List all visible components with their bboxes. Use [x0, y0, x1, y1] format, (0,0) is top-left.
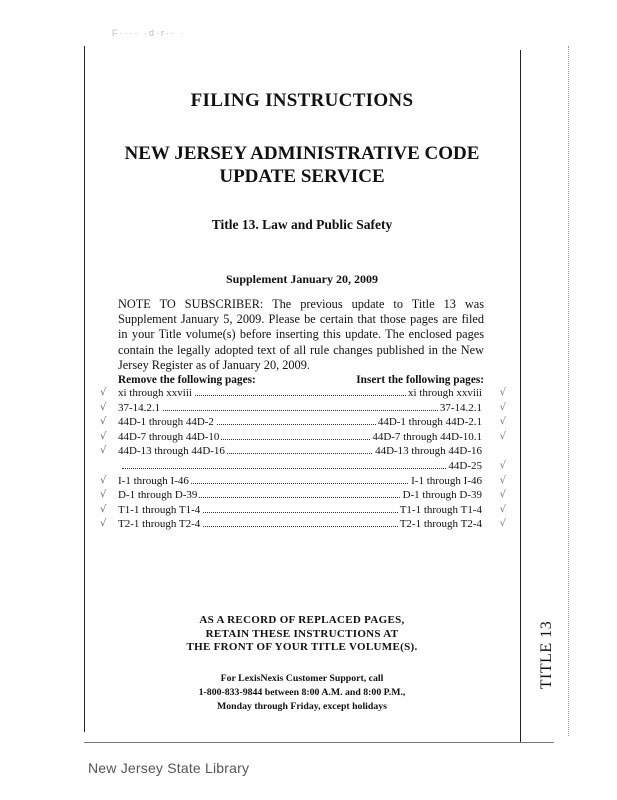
- table-row: [100, 503, 520, 518]
- insert-header: Insert the following pages:: [356, 374, 484, 386]
- table-row: [100, 488, 520, 503]
- record-line: THE FRONT OF YOUR TITLE VOLUME(S).: [186, 641, 418, 654]
- table-row: [100, 386, 520, 401]
- library-footer: New Jersey State Library: [88, 760, 250, 776]
- checkmark-icon: √: [100, 401, 107, 413]
- remove-pages: 44D-7 through 44D-10: [118, 430, 220, 443]
- table-row: [100, 401, 520, 416]
- insert-pages: T1-1 through T1-4: [399, 503, 482, 516]
- insert-pages: 44D-25: [448, 459, 482, 472]
- checkmark-icon: √: [100, 445, 107, 457]
- remove-header: Remove the following pages:: [118, 374, 256, 386]
- checkmark-icon: √: [499, 387, 506, 398]
- table-row: [100, 430, 520, 445]
- insert-pages: 44D-7 through 44D-10.1: [372, 430, 482, 443]
- checkmark-icon: √: [499, 459, 506, 471]
- checkmark-icon: √: [499, 430, 506, 442]
- checkmark-icon: √: [499, 518, 506, 530]
- insert-pages: I-1 through I-46: [411, 474, 482, 487]
- page-heading: FILING INSTRUCTIONS: [190, 90, 414, 111]
- table-row: [100, 474, 520, 489]
- remove-pages: 44D-1 through 44D-2: [118, 416, 214, 429]
- support-line: For LexisNexis Customer Support, call: [220, 673, 384, 684]
- checkmark-icon: √: [100, 387, 107, 398]
- page-replacement-list: [100, 386, 520, 532]
- table-row: [100, 459, 520, 474]
- title-side-tab: [530, 618, 564, 692]
- insert-pages: T2-1 through T2-4: [399, 518, 482, 531]
- table-row: [100, 415, 520, 430]
- header-scribble: F···· ·d·r·· ·: [112, 28, 186, 38]
- insert-pages: 37-14.2.1: [439, 401, 482, 414]
- code-title-line1: NEW JERSEY ADMINISTRATIVE CODE: [124, 143, 480, 164]
- remove-pages: 37-14.2.1: [118, 401, 161, 414]
- checkmark-icon: √: [499, 401, 506, 413]
- checkmark-icon: √: [499, 489, 506, 501]
- checkmark-icon: √: [100, 489, 107, 501]
- page-edge-line: [568, 46, 569, 736]
- checkmark-icon: √: [100, 503, 107, 515]
- checkmark-icon: √: [100, 518, 107, 530]
- code-title-line2: UPDATE SERVICE: [219, 166, 385, 187]
- support-line: 1-800-833-9844 between 8:00 A.M. and 8:00 P.M.,: [198, 687, 406, 699]
- insert-pages: 44D-13 through 44D-16: [375, 445, 482, 458]
- remove-pages: D-1 through D-39: [118, 489, 198, 502]
- checkmark-icon: √: [100, 416, 107, 428]
- leader-dots: [122, 468, 480, 469]
- remove-pages: 44D-13 through 44D-16: [118, 445, 225, 458]
- checkmark-icon: √: [100, 474, 107, 486]
- leader-dots: [122, 410, 480, 411]
- subscriber-note: NOTE TO SUBSCRIBER: The previous update to Title 13 was Supplement January 5, 2009. Please be certain that those pages are filed in your Title volume(s) before inserting this update. The enclosed pages contain the legally adopted text of all rule changes published in the New Jersey Register as of January 20, 2009.: [118, 297, 484, 372]
- table-row: [100, 444, 520, 459]
- insert-pages: xi through xxviii: [408, 387, 482, 399]
- frame-bottom-border: [84, 742, 554, 743]
- frame-right-border: [520, 50, 521, 742]
- remove-pages: T2-1 through T2-4: [118, 518, 201, 531]
- customer-support: [84, 672, 520, 715]
- checkmark-icon: √: [499, 416, 506, 428]
- checkmark-icon: √: [499, 503, 506, 515]
- record-line: RETAIN THESE INSTRUCTIONS AT: [205, 627, 399, 640]
- supplement-date: Supplement January 20, 2009: [225, 272, 379, 286]
- remove-pages: T1-1 through T1-4: [118, 503, 201, 516]
- title-side-tab-label: TITLE 13: [538, 620, 555, 690]
- support-line: Monday through Friday, except holidays: [217, 701, 387, 713]
- checkmark-icon: √: [499, 474, 506, 486]
- title-line: Title 13. Law and Public Safety: [211, 217, 393, 232]
- insert-pages: 44D-1 through 44D-2.1: [377, 416, 482, 429]
- remove-pages: xi through xxviii: [118, 387, 192, 399]
- remove-pages: I-1 through I-46: [118, 474, 189, 487]
- checkmark-icon: √: [100, 430, 107, 442]
- record-instructions: [84, 614, 520, 655]
- record-line: AS A RECORD OF REPLACED PAGES,: [199, 614, 405, 626]
- table-row: [100, 517, 520, 532]
- insert-pages: D-1 through D-39: [402, 489, 482, 502]
